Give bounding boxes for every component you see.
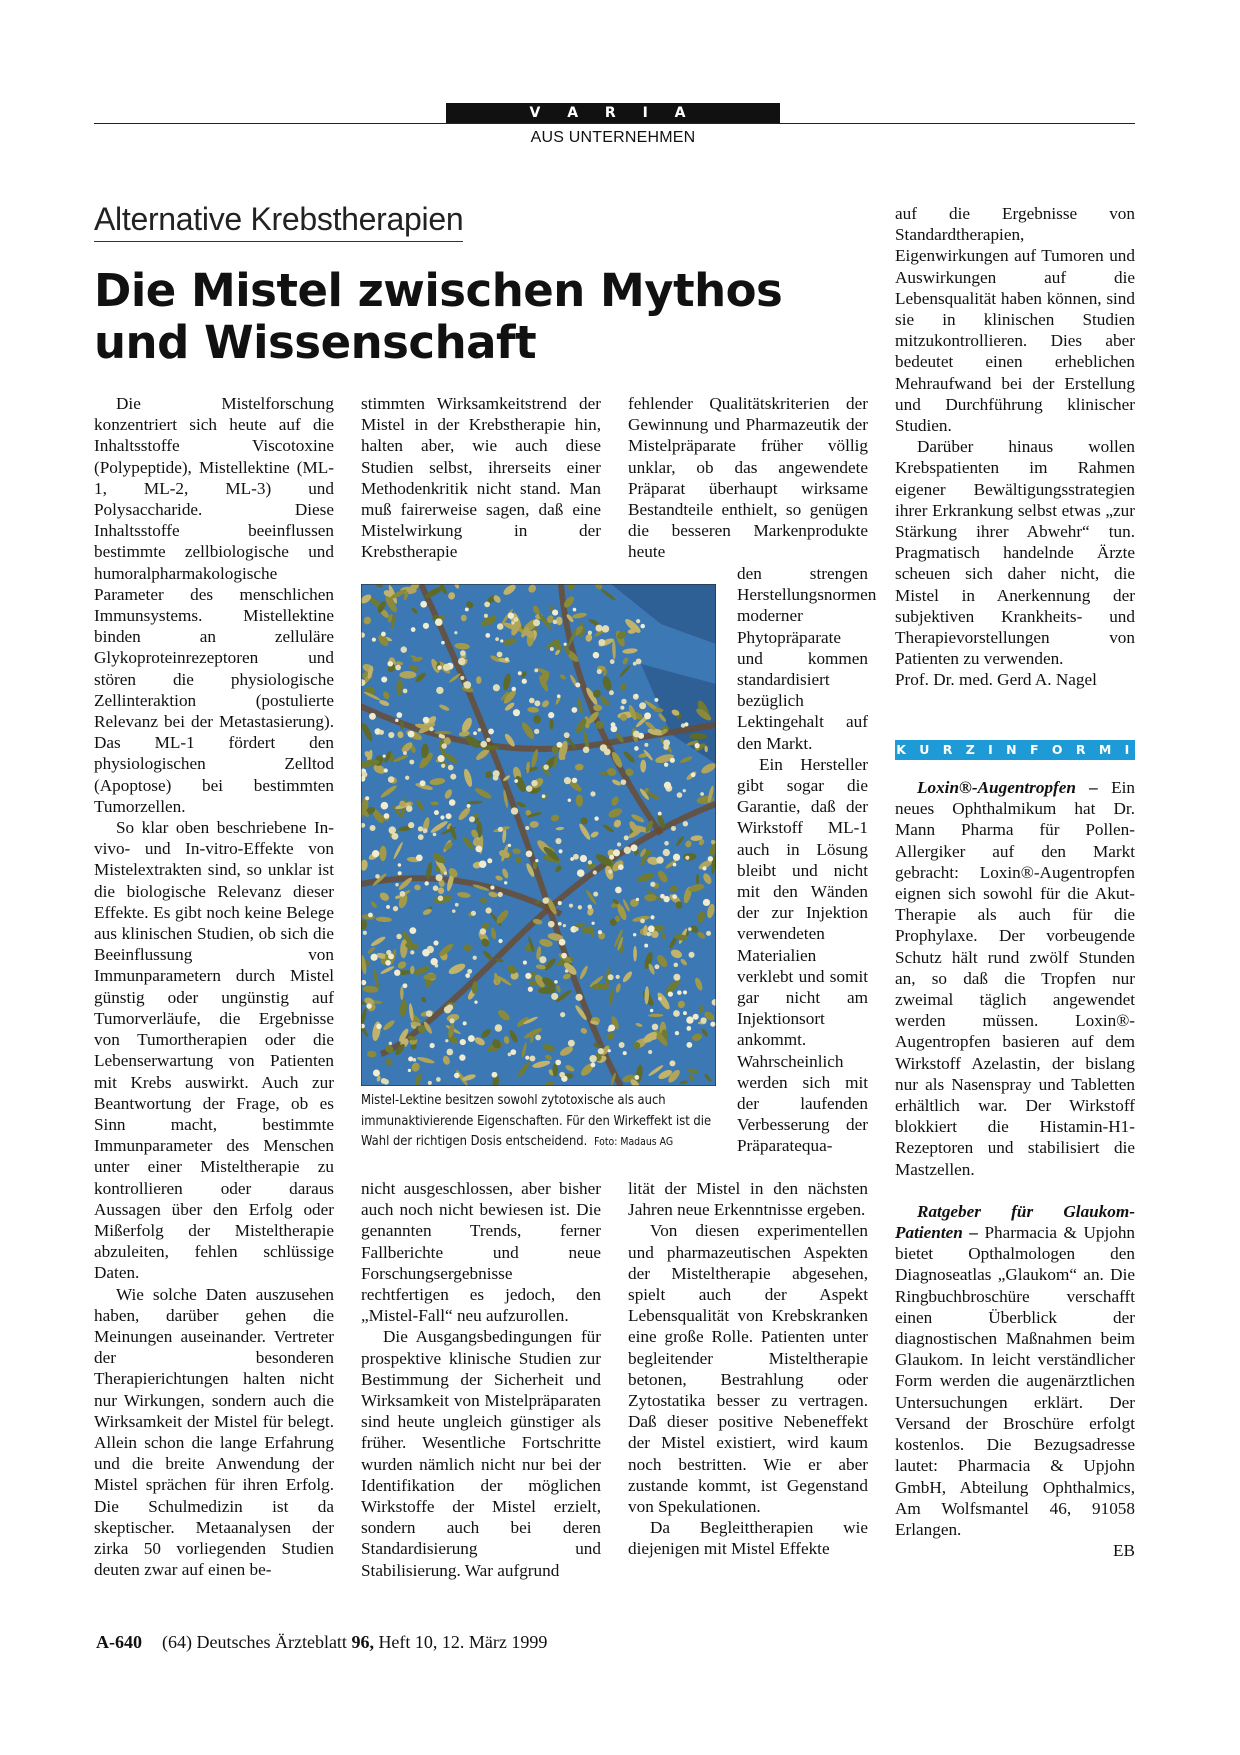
news-item-title: Ratgeber für Glaukom-Patienten – xyxy=(895,1201,1135,1243)
photo-caption-text: Mistel-Lektine besitzen sowohl zytotoxische als auch immunaktivierende Eigenschaften. Für den Wirkeffekt ist die Wahl der richtigen Dosis entscheidend. xyxy=(361,1092,712,1150)
article-column-2-top xyxy=(361,393,601,563)
header-rule xyxy=(94,123,1135,124)
news-item xyxy=(895,1201,1135,1540)
mistletoe-photo xyxy=(361,584,716,1086)
paragraph: Darüber hinaus wollen Krebspatienten im Rahmen eigener Bewältigungsstrategien ihrer Erkrankung selbst etwas „zur Stärkung ihrer Abwehr“ tun. Pragmatisch handelnde Ärzte scheuen sich daher nicht, die Mistel in Anerkennung der subjektiven Krankheits- und Therapievorstellungen von Patienten zu verwenden. xyxy=(895,437,1135,669)
news-item-text: Pharmacia & Upjohn bietet Opthalmologen den Diagnoseatlas „Glaukom“ an. Die Ringbuchbroschüre verschafft einen Überblick der diagnostischen Maßnahmen beim Glaukom. In leicht verständlicher Form werden die augenärztlichen Untersuchungen erklärt. Der Versand der Broschüre erfolgt kostenlos. Die Bezugsadresse lautet: Pharmacia & Upjohn GmbH, Abteilung Ophthalmics, Am Wolfsmantel 46, 91058 Erlangen. xyxy=(895,1223,1136,1539)
paragraph: lität der Mistel in den nächsten Jahren neue Erkenntnisse ergeben. xyxy=(628,1179,868,1220)
paragraph: Ein Hersteller gibt sogar die Garantie, daß der Wirkstoff ML-1 auch in Lösung bleibt und nicht mit den Wänden der zur Injektion verwendeten Materialien verklebt und somit gar nicht am Injektionsort ankommt. Wahrscheinlich werden sich mit der laufenden Verbesserung der Präparatequa- xyxy=(737,754,868,1156)
photo-caption xyxy=(361,1090,718,1153)
article-kicker: Alternative Krebstherapien xyxy=(94,201,463,242)
news-item-title: Loxin®-Augentropfen – xyxy=(917,778,1098,797)
news-item xyxy=(895,777,1135,1180)
page-number: A-640 xyxy=(96,1632,142,1652)
paragraph: Die Ausgangsbedingungen für prospektive klinische Studien zur Bestimmung der Sicherheit und Wirksamkeit von Mistelpräparaten sind heute ungleich günstiger als früher. Wesentliche Fortschritte wurden nämlich nicht nur bei der Identifikation der möglichen Wirkstoffe der Mistel erzielt, sondern auch bei deren Standardisierung und Stabilisierung. War aufgrund xyxy=(361,1327,601,1580)
paragraph: Von diesen experimentellen und pharmazeutischen Aspekten der Misteltherapie abgesehen, spielt auch der Aspekt Lebensqualität von Krebskranken eine große Rolle. Patienten unter begleitender Misteltherapie betonen, Bestrahlung oder Zytostatika besser zu vertragen. Daß dieser positive Nebeneffekt der Mistel existiert, wird kaum noch bestritten. Wie er aber zustande kommt, ist Gegenstand von Spekulationen. xyxy=(628,1221,868,1517)
news-item-signature: EB xyxy=(1113,1541,1135,1561)
paragraph: Die Mistelforschung konzentriert sich heute auf die Inhaltsstoffe Viscotoxine (Polypeptide), Mistellektine (ML-1, ML-2, ML-3) und Polysaccharide. Diese Inhaltsstoffe beeinflussen bestimmte zellbiologische und humoralpharmakologische Parameter des menschlichen Immunsystems. Mistellektine binden an zelluläre Glykoproteinrezeptoren und stören die physiologische Zellinteraktion (postulierte Relevanz bei der Metastasierung). Das ML-1 fördert den physiologischen Zelltod (Apoptose) bei bestimmten Tumorzellen. xyxy=(94,394,334,816)
kurz-informiert-banner: K U R Z I N F O R M I E R T xyxy=(896,742,1134,777)
paragraph: den strengen Herstellungsnormen moderner Phytopräparate und kommen standardisiert bezüglich Lektingehalt auf den Markt. xyxy=(737,564,877,753)
paragraph: stimmten Wirksamkeitstrend der Mistel in der Krebstherapie hin, halten aber, wie auch diese Studien selbst, ihrerseits einer Methodenkritik nicht stand. Man muß fairerweise sagen, daß eine Mistelwirkung in der Krebstherapie xyxy=(361,394,601,562)
paragraph: auf die Ergebnisse von Standardtherapien, Eigenwirkungen auf Tumoren und Auswirkungen auf die Lebensqualität haben können, sind sie in klinischen Studien mitzukontrollieren. Dies aber bedeutet einen erheblichen Mehraufwand bei der Erstellung und Durchführung klinischer Studien. xyxy=(895,204,1135,436)
article-column-1 xyxy=(94,393,334,1580)
journal-volume: 96, xyxy=(351,1632,374,1652)
news-item-text: Ein neues Ophthalmikum hat Dr. Mann Pharma für Pollen-Allergiker auf den Markt gebracht: Loxin®-Augentropfen eignen sich sowohl für die Akut-Therapie als auch für die Prophylaxe. Der vorbeugende Schutz hält rund zwölf Stunden an, so daß die Tropfen nur zweimal täglich angewendet werden müssen. Loxin®-Augentropfen basieren auf dem Wirkstoff Azelastin, der bislang nur als Nasenspray und Tabletten erhältlich war. Der Wirkstoff blokkiert die Histamin-H1-Rezeptoren und stabilisiert die Mastzellen. xyxy=(895,778,1136,1179)
paragraph: fehlender Qualitätskriterien der Gewinnung und Pharmazeutik der Mistelpräparate früher völlig unklar, ob das angewendete Präparat überhaupt wirksame Bestandteile enthielt, so genügen die besseren Markenprodukte heute xyxy=(628,394,868,562)
article-column-4 xyxy=(895,203,1135,691)
article-column-3-top xyxy=(628,393,868,563)
paragraph: Wie solche Daten auszusehen haben, darüber gehen die Meinungen auseinander. Vertreter der besonderen Therapierichtungen halten nicht nur Wirkungen, sondern auch die Wirksamkeit der Mistel für belegt. Allein schon die lange Erfahrung und die breite Anwendung der Mistel sprächen für ihren Erfolg. Die Schulmedizin ist da skeptischer. Metaanalysen der zirka 50 vorliegenden Studien deuten zwar auf einen be- xyxy=(94,1284,334,1580)
kurz-informiert-column xyxy=(895,777,1135,1561)
article-column-3-bottom xyxy=(628,1178,868,1560)
page-footer xyxy=(96,1632,547,1653)
paragraph: Da Begleittherapien wie diejenigen mit Mistel Effekte xyxy=(628,1518,868,1559)
article-column-2-bottom xyxy=(361,1178,601,1581)
article-column-3-narrow xyxy=(737,563,877,1157)
author-signature: Prof. Dr. med. Gerd A. Nagel xyxy=(895,670,1097,690)
paragraph: nicht ausgeschlossen, aber bisher auch noch nicht bewiesen ist. Die genannten Trends, ferner Fallberichte und neue Forschungsergebnisse rechtfertigen es jedoch, den „Mistel-Fall“ neu aufzurollen. xyxy=(361,1179,601,1326)
paragraph: So klar oben beschriebene In-vivo- und In-vitro-Effekte von Mistelextrakten sind, so unklar ist die biologische Relevanz dieser Effekte. Es gibt noch keine Belege aus klinischen Studien, ob sich die Beeinflussung von Immunparametern durch Mistel günstig oder ungünstig auf Tumorverläufe, die Ergebnisse von Tumortherapien oder die Lebenserwartung von Patienten mit Krebs auswirkt. Auch zur Beantwortung der Frage, ob es Sinn macht, bestimmte Immunparameter des Menschen unter einer Misteltherapie zu kontrollieren oder daraus Aussagen über den Erfolg oder Mißerfolg der Misteltherapie abzuleiten, fehlen schlüssige Daten. xyxy=(94,818,334,1283)
section-label: V A R I A xyxy=(446,103,780,124)
subsection-label: AUS UNTERNEHMEN xyxy=(530,129,696,146)
journal-name: (64) Deutsches Ärzteblatt xyxy=(162,1632,347,1652)
journal-issue: Heft 10, 12. März 1999 xyxy=(378,1632,548,1652)
photo-credit: Foto: Madaus AG xyxy=(594,1135,674,1149)
article-headline: Die Mistel zwischen Mythos und Wissenschaft xyxy=(94,264,783,369)
